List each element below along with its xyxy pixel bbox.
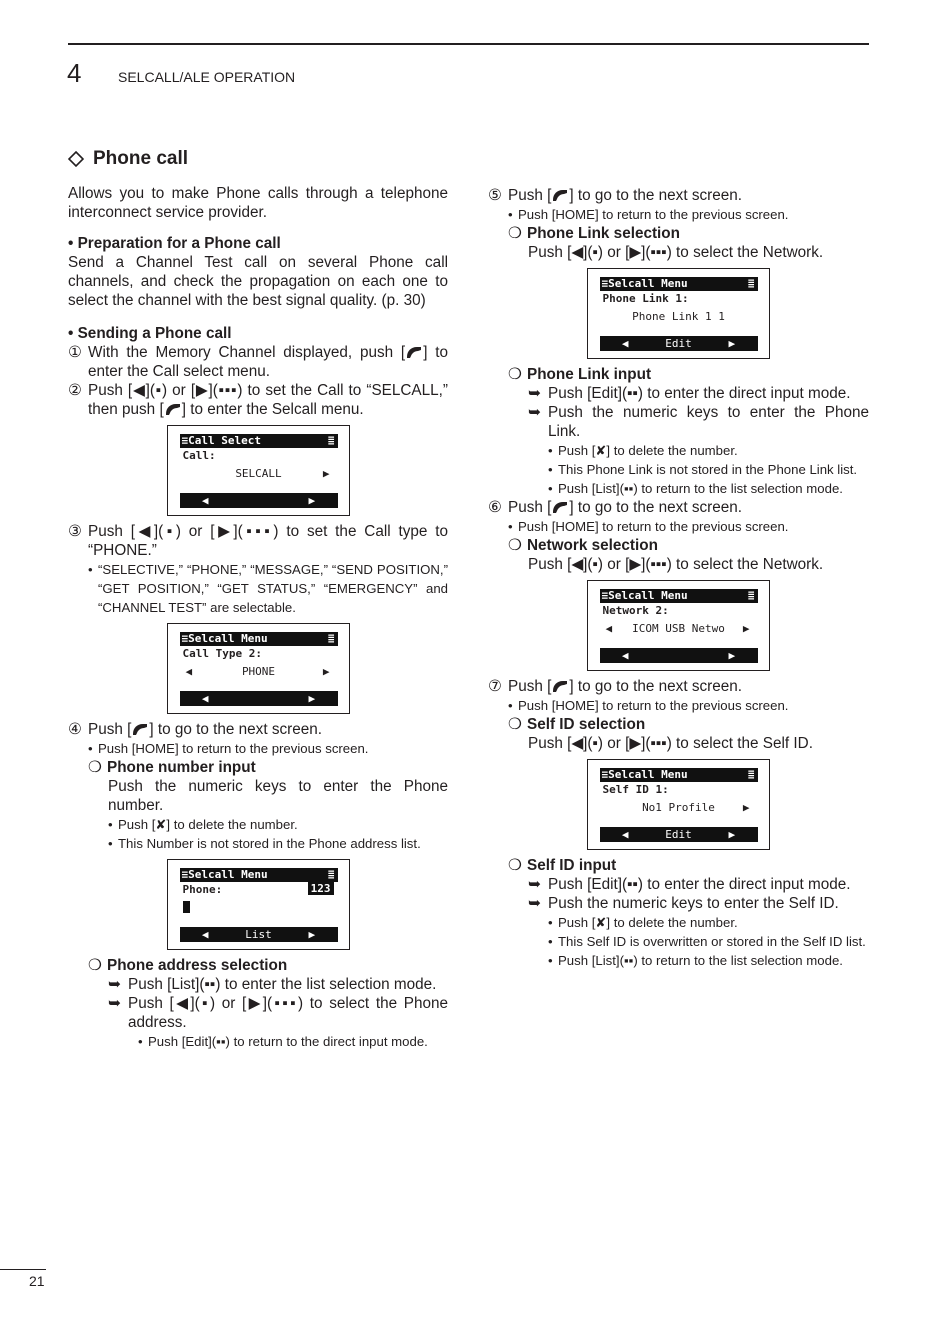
right-column: [488, 186, 869, 970]
bullet-note: • “SELECTIVE,” “PHONE,” “MESSAGE,” “SEND POSITION,” “GET POSITION,” “GET STATUS,” “EMERGENCY” and “CHANNEL TEST” are selectable.: [88, 562, 448, 615]
step-6: [488, 498, 869, 517]
step-number: ⑦: [488, 678, 502, 695]
step-number: ⑥: [488, 499, 502, 516]
step-2: [68, 381, 448, 419]
arrow-icon: ➥: [528, 404, 541, 421]
lcd-call-select: [167, 425, 350, 516]
arrow-icon: ➥: [528, 385, 541, 402]
step-text: Push [◀](▪) or [▶](▪▪▪) to set the Call type to “PHONE.”: [88, 523, 448, 559]
lcd-value: PHONE: [241, 664, 276, 678]
menu-icon: ≡: [601, 588, 609, 602]
lcd-label: Call Type 2:: [182, 646, 262, 660]
lcd-softkeys: [180, 493, 338, 508]
bullet-note: • Push [HOME] to return to the previous screen.: [508, 698, 789, 713]
softkey-left: ◀: [180, 493, 231, 508]
step-text: Push [: [508, 499, 552, 516]
subheading-phone-address: ❍ Phone address selection: [88, 957, 288, 974]
bullet-note: • Push [✘] to delete the number.: [548, 915, 738, 930]
lcd-title-bar: [180, 434, 338, 448]
step-text: Push [: [508, 678, 552, 695]
phone-icon: [131, 722, 149, 736]
lcd-title-bar: [600, 589, 758, 603]
chapter-number: 4: [67, 58, 82, 88]
intro-text: Allows you to make Phone calls through a telephone interconnect service provider.: [68, 185, 448, 221]
input-mode-badge: 123: [308, 882, 334, 895]
sending-heading: • Sending a Phone call: [68, 325, 232, 342]
softkey-right: ▶: [286, 493, 337, 508]
lcd-label: Network 2:: [602, 603, 669, 617]
softkey-center: [233, 493, 284, 508]
bullet-note: • Push [List](▪▪) to return to the list selection mode.: [548, 481, 843, 496]
subheading-self-id-input: ❍ Self ID input: [508, 857, 617, 874]
lcd-label: Call:: [182, 448, 216, 462]
page-number: 21: [29, 1273, 45, 1289]
lcd-label: Phone:: [182, 882, 223, 896]
lcd-softkeys: [600, 827, 758, 842]
arrow-icon: ➥: [108, 995, 121, 1012]
softkey-left: ◀: [600, 648, 651, 663]
step-number: ④: [68, 721, 82, 738]
softkey-right: ▶: [706, 336, 757, 351]
arrow-step: ➥ Push [Edit](▪▪) to enter the direct input mode.: [528, 876, 851, 893]
bullet-note: • Push [HOME] to return to the previous screen.: [88, 741, 369, 756]
lcd-label: Phone Link 1:: [602, 291, 689, 305]
lcd-screen: [600, 768, 758, 842]
arrow-icon: ➥: [108, 976, 121, 993]
lcd-self-id: [587, 759, 770, 850]
softkey-left: ◀: [600, 827, 651, 842]
lcd-screen: [600, 277, 758, 351]
menu-icon: ≡: [601, 767, 609, 781]
lcd-softkeys: [180, 691, 338, 706]
lcd-softkeys: [600, 648, 758, 663]
lcd-title-bar: [180, 632, 338, 646]
softkey-center: List: [233, 927, 284, 942]
lcd-phone: [167, 859, 350, 950]
subheading-network: ❍ Network selection: [508, 537, 658, 554]
bullet-note: • This Self ID is overwritten or stored in the Self ID list.: [548, 934, 866, 949]
phone-link-text: Push [◀](▪) or [▶](▪▪▪) to select the Network.: [528, 244, 824, 261]
section-title: Phone call: [93, 148, 189, 169]
phone-number-text: Push the numeric keys to enter the Phone number.: [108, 778, 448, 814]
signal-bars-icon: ≣: [327, 433, 335, 447]
menu-icon: ≡: [181, 433, 189, 447]
step-text: ] to go to the next screen.: [569, 499, 742, 516]
softkey-center: Edit: [653, 336, 704, 351]
softkey-right: ▶: [706, 648, 757, 663]
lcd-value: No1 Profile: [642, 800, 715, 814]
step-5: [488, 186, 869, 205]
step-text: ] to go to the next screen.: [149, 721, 322, 738]
bullet-note: • Push [Edit](▪▪) to return to the direct input mode.: [138, 1034, 428, 1049]
step-number: ①: [68, 344, 82, 361]
arrow-icon: ➥: [528, 895, 541, 912]
phone-icon: [164, 402, 182, 416]
lcd-title-bar: [600, 768, 758, 782]
step-number: ⑤: [488, 187, 502, 204]
subheading-self-id: ❍ Self ID selection: [508, 716, 646, 733]
left-arrow-icon: ◀: [605, 621, 613, 635]
step-text: ] to go to the next screen.: [569, 678, 742, 695]
network-text: Push [◀](▪) or [▶](▪▪▪) to select the Network.: [528, 556, 824, 573]
step-text: ] to enter the Call select menu.: [88, 344, 448, 380]
softkey-left: ◀: [180, 691, 231, 706]
lcd-softkeys: [180, 927, 338, 942]
subheading-phone-number: ❍ Phone number input: [88, 759, 256, 776]
prep-text: Send a Channel Test call on several Phone call channels, and check the propagation on each one to select the channel with the best signal quality. (p. 30): [68, 254, 448, 309]
signal-bars-icon: ≣: [747, 276, 755, 290]
lcd-call-type: [167, 623, 350, 714]
subheading-phone-link: ❍ Phone Link selection: [508, 225, 680, 242]
arrow-step: ➥ Push [◀](▪) or [▶](▪▪▪) to select the Phone address.: [108, 995, 448, 1031]
lcd-title: Selcall Menu: [608, 767, 688, 781]
arrow-step: ➥ Push [Edit](▪▪) to enter the direct input mode.: [528, 385, 851, 402]
softkey-left: ◀: [600, 336, 651, 351]
lcd-title-bar: [180, 868, 338, 882]
lcd-value: SELCALL: [235, 466, 282, 480]
lcd-title: Call Select: [188, 433, 261, 447]
lcd-screen: [600, 589, 758, 663]
menu-icon: ≡: [181, 867, 189, 881]
right-arrow-icon: ▶: [322, 466, 330, 480]
signal-bars-icon: ≣: [327, 867, 335, 881]
step-text: ] to go to the next screen.: [569, 187, 742, 204]
bullet-note: • This Number is not stored in the Phone address list.: [108, 836, 421, 851]
bullet-note: • Push [List](▪▪) to return to the list selection mode.: [548, 953, 843, 968]
signal-bars-icon: ≣: [747, 588, 755, 602]
arrow-step: ➥ Push [List](▪▪) to enter the list selection mode.: [108, 976, 437, 993]
chapter-title: SELCALL/ALE OPERATION: [118, 69, 296, 85]
step-text: ] to enter the Selcall menu.: [181, 401, 364, 418]
lcd-value: ICOM USB Netwo: [632, 621, 725, 635]
step-7: [488, 677, 869, 696]
softkey-right: ▶: [286, 691, 337, 706]
lcd-value: Phone Link 1 1: [632, 309, 725, 323]
softkey-center: Edit: [653, 827, 704, 842]
step-text: With the Memory Channel displayed, push [: [88, 344, 406, 361]
lcd-softkeys: [600, 336, 758, 351]
lcd-title: Selcall Menu: [608, 276, 688, 290]
lcd-screen: [180, 632, 338, 706]
right-arrow-icon: ▶: [742, 800, 750, 814]
subheading-phone-link-input: ❍ Phone Link input: [508, 366, 652, 383]
step-number: ③: [68, 523, 82, 540]
step-number: ②: [68, 382, 82, 399]
phone-icon: [405, 345, 423, 359]
softkey-center: [233, 691, 284, 706]
bullet-note: • Push [✘] to delete the number.: [108, 817, 298, 832]
bullet-note: • Push [HOME] to return to the previous screen.: [508, 519, 789, 534]
signal-bars-icon: ≣: [327, 631, 335, 645]
diamond-icon: [68, 151, 84, 167]
prep-heading: • Preparation for a Phone call: [68, 235, 281, 252]
phone-icon: [551, 500, 569, 514]
softkey-center: [653, 648, 704, 663]
step-text: Push [: [508, 187, 552, 204]
bullet-note: • Push [✘] to delete the number.: [548, 443, 738, 458]
header-rule: [68, 43, 869, 45]
bullet-note: • This Phone Link is not stored in the Phone Link list.: [548, 462, 858, 477]
signal-bars-icon: ≣: [747, 767, 755, 781]
right-arrow-icon: ▶: [322, 664, 330, 678]
step-1: [68, 343, 448, 381]
softkey-left: ◀: [180, 927, 231, 942]
lcd-title-bar: [600, 277, 758, 291]
phone-icon: [551, 188, 569, 202]
right-arrow-icon: ▶: [742, 621, 750, 635]
self-id-text: Push [◀](▪) or [▶](▪▪▪) to select the Self ID.: [528, 735, 813, 752]
softkey-right: ▶: [286, 927, 337, 942]
menu-icon: ≡: [181, 631, 189, 645]
left-column: [68, 184, 448, 1051]
arrow-icon: ➥: [528, 876, 541, 893]
arrow-step: ➥ Push the numeric keys to enter the Self ID.: [528, 895, 839, 912]
lcd-label: Self ID 1:: [602, 782, 669, 796]
left-arrow-icon: ◀: [185, 664, 193, 678]
lcd-phone-link: [587, 268, 770, 359]
step-4: [68, 720, 448, 739]
lcd-title: Selcall Menu: [608, 588, 688, 602]
arrow-step: ➥ Push the numeric keys to enter the Phone Link.: [528, 404, 869, 440]
bullet-note: • Push [HOME] to return to the previous screen.: [508, 207, 789, 222]
lcd-network: [587, 580, 770, 671]
footer-rule: [0, 1269, 46, 1270]
menu-icon: ≡: [601, 276, 609, 290]
text-cursor: [183, 901, 190, 913]
step-text: Push [: [88, 721, 132, 738]
step-3: [68, 522, 448, 560]
softkey-right: ▶: [706, 827, 757, 842]
phone-icon: [551, 679, 569, 693]
step-text: Push [◀](▪) or [▶](▪▪▪) to set the Call to “SELCALL,” then push [: [88, 382, 448, 418]
section-heading: [68, 148, 188, 170]
lcd-screen: [180, 434, 338, 508]
lcd-title: Selcall Menu: [188, 867, 268, 881]
lcd-title: Selcall Menu: [188, 631, 268, 645]
lcd-screen: [180, 868, 338, 942]
